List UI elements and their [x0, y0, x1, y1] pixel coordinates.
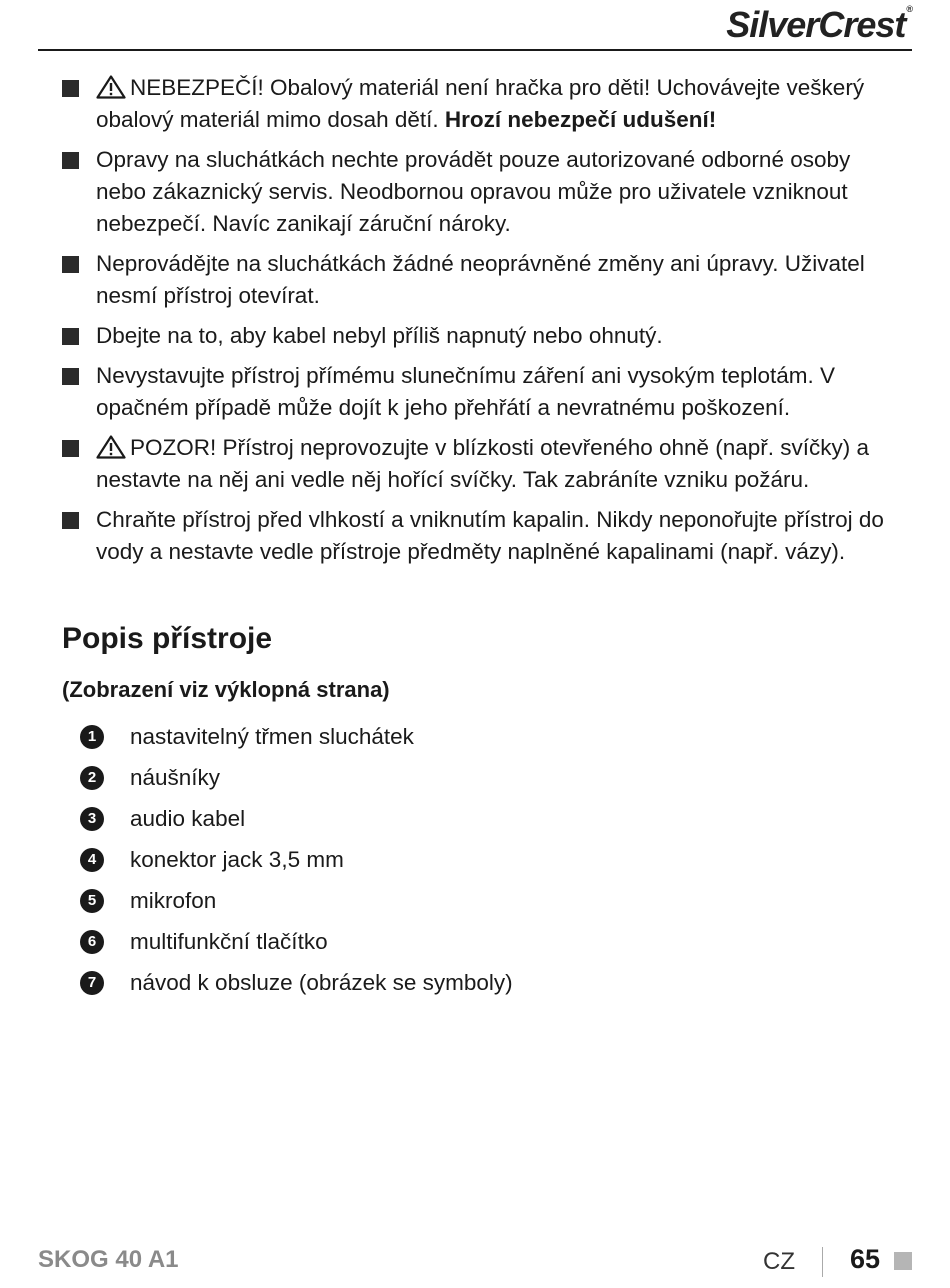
bullet-square-icon — [62, 152, 79, 169]
footer-square-icon — [894, 1252, 912, 1270]
safety-text: Nevystavujte přístroj přímému slunečnímu záření ani vysokým teplotám. V opačném případě může dojít k jeho přehřátí a nevratnému poškození. — [96, 363, 836, 420]
safety-text: Opravy na sluchátkách nechte provádět pouze autorizované odborné osoby nebo zákaznický servis. Neodbornou opravou může pro uživatele vzniknout nebezpečí. Navíc zanikají záruční nároky. — [96, 147, 851, 236]
safety-list — [62, 72, 892, 576]
registered-mark: ® — [906, 4, 912, 14]
brand-name: SilverCrest — [726, 4, 906, 45]
safety-emphasis: Hrozí nebezpečí udušení! — [444, 107, 717, 132]
part-item — [80, 839, 513, 880]
warning-triangle-icon — [96, 435, 126, 459]
header-rule — [38, 49, 912, 51]
part-label: mikrofon — [130, 887, 217, 913]
part-item — [80, 757, 513, 798]
part-item — [80, 962, 513, 1003]
part-label: náušníky — [130, 764, 221, 790]
safety-item — [62, 504, 892, 568]
part-label: nastavitelný třmen sluchátek — [130, 723, 414, 749]
part-number-badge: 3 — [80, 807, 104, 831]
bullet-square-icon — [62, 440, 79, 457]
bullet-square-icon — [62, 512, 79, 529]
part-item — [80, 921, 513, 962]
footer-language: CZ — [763, 1248, 795, 1275]
safety-text: Dbejte na to, aby kabel nebyl příliš napnutý nebo ohnutý. — [96, 323, 663, 348]
part-number-badge: 5 — [80, 889, 104, 913]
part-label: návod k obsluze (obrázek se symboly) — [130, 969, 513, 995]
warning-triangle-icon — [96, 75, 126, 99]
part-item — [80, 798, 513, 839]
safety-text: Chraňte přístroj před vlhkostí a vniknutím kapalin. Nikdy neponořujte přístroj do vody a nestavte vedle přístroje předměty naplněné kapalinami (např. vázy). — [96, 507, 884, 564]
brand-logo — [726, 4, 912, 46]
section-subtitle: (Zobrazení viz výklopná strana) — [62, 677, 390, 702]
safety-item — [62, 432, 892, 496]
part-item — [80, 880, 513, 921]
bullet-square-icon — [62, 328, 79, 345]
part-label: audio kabel — [130, 805, 246, 831]
bullet-square-icon — [62, 80, 79, 97]
part-item — [80, 716, 513, 757]
page-number: 65 — [850, 1244, 881, 1274]
bullet-square-icon — [62, 256, 79, 273]
safety-item — [62, 144, 892, 240]
safety-text: POZOR! Přístroj neprovozujte v blízkosti otevřeného ohně (např. svíčky) a nestavte na něj ani vedle něj hořící svíčky. Tak zabráníte vzniku požáru. — [96, 435, 870, 492]
part-number-badge: 7 — [80, 971, 104, 995]
section-title: Popis přístroje — [62, 622, 273, 655]
part-number-badge: 4 — [80, 848, 104, 872]
parts-list — [80, 716, 513, 1003]
footer-model-name: SKOG 40 A1 — [38, 1246, 179, 1273]
safety-text: Neprovádějte na sluchátkách žádné neoprávněné změny ani úpravy. Uživatel nesmí přístroj otevírat. — [96, 251, 865, 308]
part-number-badge: 6 — [80, 930, 104, 954]
safety-item — [62, 72, 892, 136]
safety-item — [62, 320, 892, 352]
safety-item — [62, 360, 892, 424]
part-label: konektor jack 3,5 mm — [130, 846, 344, 872]
part-number-badge: 1 — [80, 725, 104, 749]
footer-divider — [822, 1247, 823, 1277]
bullet-square-icon — [62, 368, 79, 385]
part-label: multifunkční tlačítko — [130, 928, 328, 954]
part-number-badge: 2 — [80, 766, 104, 790]
safety-text: NEBEZPEČÍ! Obalový materiál není hračka pro děti! Uchovávejte veškerý obalový materiál mimo dosah dětí. — [96, 75, 865, 132]
safety-item — [62, 248, 892, 312]
